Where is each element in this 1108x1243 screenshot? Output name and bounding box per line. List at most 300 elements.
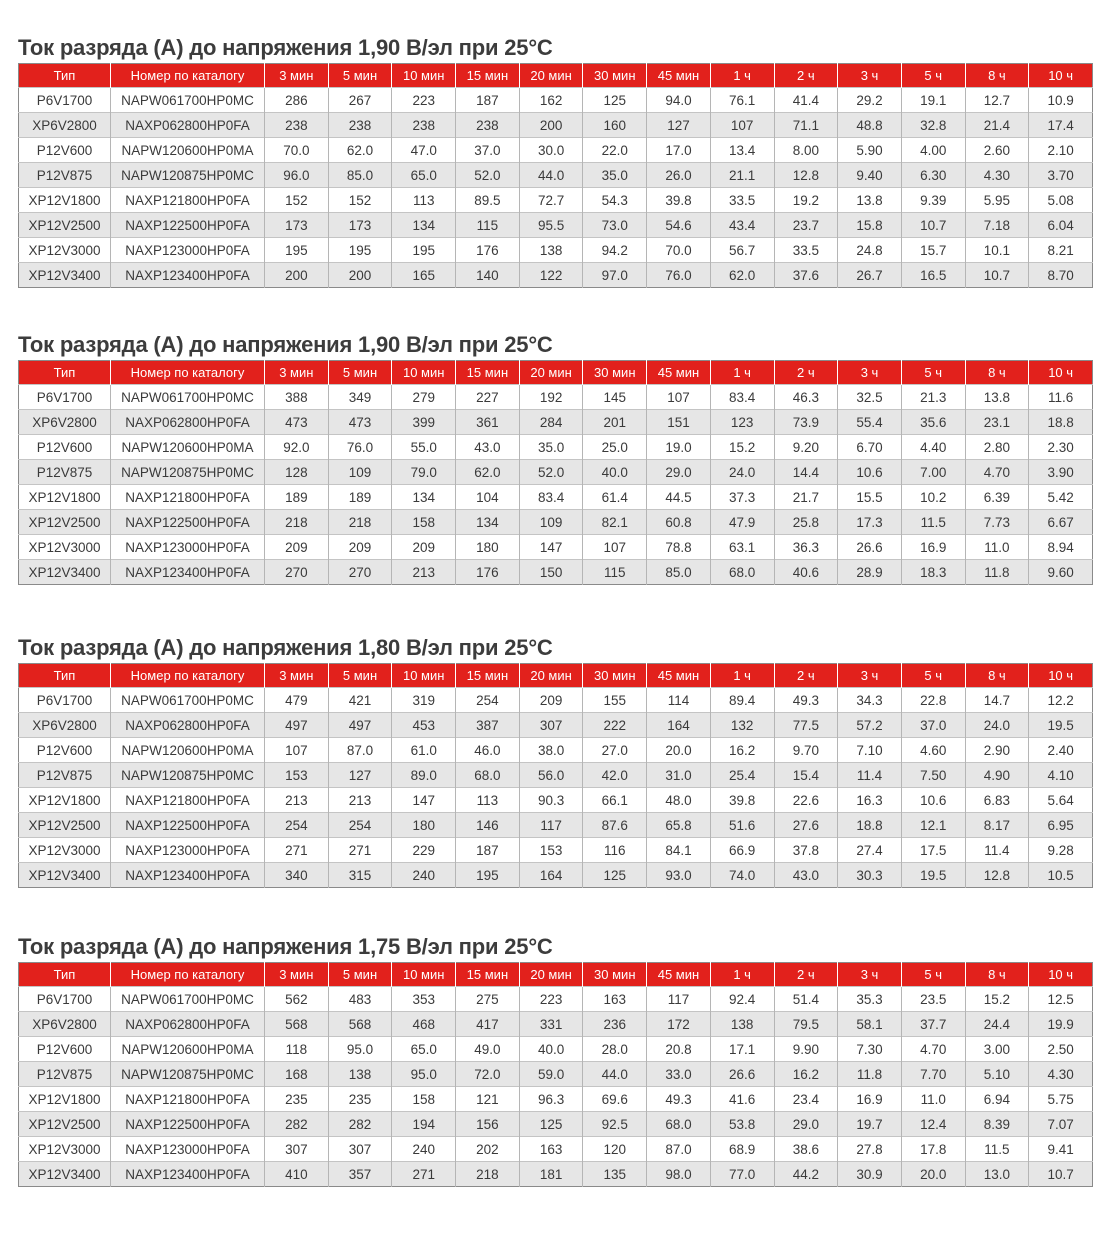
column-header: 5 мин [328,664,392,688]
current-value-cell: 399 [392,410,456,435]
type-cell: P12V600 [19,1037,111,1062]
current-value-cell: 3.00 [965,1037,1029,1062]
current-value-cell: 82.1 [583,510,647,535]
current-value-cell: 5.64 [1029,788,1093,813]
catalog-number-cell: NAXP122500HP0FA [111,813,265,838]
current-value-cell: 71.1 [774,113,838,138]
current-value-cell: 15.7 [901,238,965,263]
current-value-cell: 26.7 [838,263,902,288]
current-value-cell: 109 [519,510,583,535]
current-value-cell: 97.0 [583,263,647,288]
current-value-cell: 6.04 [1029,213,1093,238]
current-value-cell: 31.0 [647,763,711,788]
column-header: 1 ч [710,963,774,987]
current-value-cell: 12.1 [901,813,965,838]
current-value-cell: 213 [265,788,329,813]
current-value-cell: 14.7 [965,688,1029,713]
table-row [19,1087,1093,1112]
section-title: Ток разряда (А) до напряжения 1,75 В/эл при 25°С [18,934,553,959]
column-header: 30 мин [583,664,647,688]
column-header: 10 ч [1029,664,1093,688]
current-value-cell: 5.42 [1029,485,1093,510]
current-value-cell: 26.6 [838,535,902,560]
current-value-cell: 40.0 [583,460,647,485]
current-value-cell: 83.4 [519,485,583,510]
current-value-cell: 113 [456,788,520,813]
current-value-cell: 4.10 [1029,763,1093,788]
current-value-cell: 134 [456,510,520,535]
column-header: 15 мин [456,963,520,987]
current-value-cell: 200 [328,263,392,288]
current-value-cell: 138 [519,238,583,263]
current-value-cell: 6.70 [838,435,902,460]
table-row [19,510,1093,535]
current-value-cell: 29.0 [774,1112,838,1137]
column-header: 5 ч [901,64,965,88]
table-row [19,813,1093,838]
current-value-cell: 48.0 [647,788,711,813]
current-value-cell: 349 [328,385,392,410]
current-value-cell: 89.5 [456,188,520,213]
current-value-cell: 32.8 [901,113,965,138]
table-row [19,838,1093,863]
current-value-cell: 10.2 [901,485,965,510]
current-value-cell: 52.0 [456,163,520,188]
current-value-cell: 23.1 [965,410,1029,435]
catalog-number-cell: NAPW061700HP0MC [111,88,265,113]
current-value-cell: 116 [583,838,647,863]
current-value-cell: 20.8 [647,1037,711,1062]
current-value-cell: 24.0 [965,713,1029,738]
current-value-cell: 162 [519,88,583,113]
current-value-cell: 55.0 [392,435,456,460]
table-header-row [19,664,1093,688]
table-header-row [19,64,1093,88]
current-value-cell: 35.0 [519,435,583,460]
current-value-cell: 36.3 [774,535,838,560]
current-value-cell: 4.90 [965,763,1029,788]
current-value-cell: 16.3 [838,788,902,813]
current-value-cell: 13.8 [965,385,1029,410]
current-value-cell: 83.4 [710,385,774,410]
current-value-cell: 43.0 [456,435,520,460]
column-header: Номер по каталогу [111,664,265,688]
current-value-cell: 8.94 [1029,535,1093,560]
current-value-cell: 223 [392,88,456,113]
current-value-cell: 8.70 [1029,263,1093,288]
current-value-cell: 254 [456,688,520,713]
current-value-cell: 43.4 [710,213,774,238]
column-header: 10 мин [392,664,456,688]
current-value-cell: 14.4 [774,460,838,485]
current-value-cell: 218 [456,1162,520,1187]
current-value-cell: 17.8 [901,1137,965,1162]
current-value-cell: 84.1 [647,838,711,863]
current-value-cell: 410 [265,1162,329,1187]
current-value-cell: 209 [392,535,456,560]
current-value-cell: 5.08 [1029,188,1093,213]
column-header: 3 мин [265,963,329,987]
current-value-cell: 181 [519,1162,583,1187]
section-title: Ток разряда (А) до напряжения 1,80 В/эл при 25°С [18,635,553,660]
current-value-cell: 164 [647,713,711,738]
current-value-cell: 34.3 [838,688,902,713]
current-value-cell: 6.83 [965,788,1029,813]
current-value-cell: 107 [647,385,711,410]
current-value-cell: 254 [328,813,392,838]
column-header: 15 мин [456,361,520,385]
current-value-cell: 90.3 [519,788,583,813]
current-value-cell: 85.0 [328,163,392,188]
current-value-cell: 138 [328,1062,392,1087]
current-value-cell: 11.4 [965,838,1029,863]
column-header: 3 ч [838,64,902,88]
current-value-cell: 238 [456,113,520,138]
current-value-cell: 16.2 [710,738,774,763]
catalog-number-cell: NAPW061700HP0MC [111,987,265,1012]
current-value-cell: 38.6 [774,1137,838,1162]
current-value-cell: 387 [456,713,520,738]
current-value-cell: 37.0 [901,713,965,738]
type-cell: XP12V3400 [19,1162,111,1187]
current-value-cell: 8.00 [774,138,838,163]
table-row [19,788,1093,813]
table-row [19,1112,1093,1137]
column-header: 8 ч [965,963,1029,987]
current-value-cell: 16.5 [901,263,965,288]
current-value-cell: 134 [392,213,456,238]
current-value-cell: 28.0 [583,1037,647,1062]
table-row [19,863,1093,888]
current-value-cell: 11.8 [965,560,1029,585]
current-value-cell: 122 [519,263,583,288]
catalog-number-cell: NAXP121800HP0FA [111,188,265,213]
current-value-cell: 104 [456,485,520,510]
current-value-cell: 98.0 [647,1162,711,1187]
catalog-number-cell: NAXP062800HP0FA [111,410,265,435]
current-value-cell: 4.70 [901,1037,965,1062]
current-value-cell: 176 [456,560,520,585]
current-value-cell: 79.0 [392,460,456,485]
current-value-cell: 9.40 [838,163,902,188]
current-value-cell: 173 [265,213,329,238]
current-value-cell: 22.8 [901,688,965,713]
current-value-cell: 307 [265,1137,329,1162]
current-value-cell: 24.0 [710,460,774,485]
current-value-cell: 35.0 [583,163,647,188]
current-value-cell: 568 [265,1012,329,1037]
current-value-cell: 271 [265,838,329,863]
current-value-cell: 7.00 [901,460,965,485]
current-value-cell: 10.6 [838,460,902,485]
column-header: 2 ч [774,664,838,688]
current-value-cell: 87.6 [583,813,647,838]
current-value-cell: 44.0 [583,1062,647,1087]
current-value-cell: 9.41 [1029,1137,1093,1162]
current-value-cell: 147 [392,788,456,813]
current-value-cell: 23.7 [774,213,838,238]
discharge-table [18,663,1093,888]
table-row [19,138,1093,163]
column-header: 5 мин [328,361,392,385]
current-value-cell: 68.0 [710,560,774,585]
current-value-cell: 66.9 [710,838,774,863]
column-header: 1 ч [710,64,774,88]
current-value-cell: 77.0 [710,1162,774,1187]
current-value-cell: 17.4 [1029,113,1093,138]
current-value-cell: 7.30 [838,1037,902,1062]
column-header: 5 мин [328,963,392,987]
current-value-cell: 163 [583,987,647,1012]
current-value-cell: 284 [519,410,583,435]
current-value-cell: 37.0 [456,138,520,163]
type-cell: XP6V2800 [19,113,111,138]
table-row [19,410,1093,435]
current-value-cell: 114 [647,688,711,713]
current-value-cell: 229 [392,838,456,863]
current-value-cell: 28.9 [838,560,902,585]
current-value-cell: 21.1 [710,163,774,188]
type-cell: XP12V1800 [19,788,111,813]
current-value-cell: 118 [265,1037,329,1062]
current-value-cell: 156 [456,1112,520,1137]
type-cell: XP12V3400 [19,263,111,288]
current-value-cell: 37.8 [774,838,838,863]
current-value-cell: 13.0 [965,1162,1029,1187]
type-cell: XP12V2500 [19,813,111,838]
current-value-cell: 12.5 [1029,987,1093,1012]
section-title: Ток разряда (А) до напряжения 1,90 В/эл при 25°С [18,332,553,357]
current-value-cell: 353 [392,987,456,1012]
column-header: 20 мин [519,963,583,987]
catalog-number-cell: NAXP123400HP0FA [111,560,265,585]
type-cell: P12V875 [19,1062,111,1087]
column-header: Тип [19,361,111,385]
type-cell: P12V600 [19,738,111,763]
current-value-cell: 26.0 [647,163,711,188]
current-value-cell: 158 [392,1087,456,1112]
current-value-cell: 46.3 [774,385,838,410]
current-value-cell: 568 [328,1012,392,1037]
current-value-cell: 9.39 [901,188,965,213]
current-value-cell: 72.0 [456,1062,520,1087]
current-value-cell: 66.1 [583,788,647,813]
current-value-cell: 44.0 [519,163,583,188]
current-value-cell: 25.8 [774,510,838,535]
current-value-cell: 37.7 [901,1012,965,1037]
current-value-cell: 11.0 [965,535,1029,560]
current-value-cell: 8.17 [965,813,1029,838]
type-cell: XP12V1800 [19,485,111,510]
type-cell: P12V600 [19,435,111,460]
current-value-cell: 20.0 [901,1162,965,1187]
current-value-cell: 152 [265,188,329,213]
current-value-cell: 194 [392,1112,456,1137]
current-value-cell: 107 [710,113,774,138]
current-value-cell: 73.0 [583,213,647,238]
current-value-cell: 235 [265,1087,329,1112]
current-value-cell: 79.5 [774,1012,838,1037]
current-value-cell: 47.9 [710,510,774,535]
current-value-cell: 5.90 [838,138,902,163]
catalog-number-cell: NAXP062800HP0FA [111,713,265,738]
current-value-cell: 107 [583,535,647,560]
current-value-cell: 134 [392,485,456,510]
catalog-number-cell: NAXP122500HP0FA [111,213,265,238]
type-cell: XP6V2800 [19,713,111,738]
current-value-cell: 11.6 [1029,385,1093,410]
current-value-cell: 49.0 [456,1037,520,1062]
column-header: 15 мин [456,664,520,688]
current-value-cell: 15.4 [774,763,838,788]
table-row [19,1162,1093,1187]
current-value-cell: 65.0 [392,1037,456,1062]
current-value-cell: 2.60 [965,138,1029,163]
current-value-cell: 282 [265,1112,329,1137]
current-value-cell: 41.6 [710,1087,774,1112]
column-header: Тип [19,64,111,88]
current-value-cell: 15.2 [965,987,1029,1012]
table-row [19,713,1093,738]
column-header: 30 мин [583,64,647,88]
column-header: 30 мин [583,361,647,385]
column-header: 10 ч [1029,963,1093,987]
current-value-cell: 72.7 [519,188,583,213]
current-value-cell: 267 [328,88,392,113]
current-value-cell: 51.6 [710,813,774,838]
current-value-cell: 42.0 [583,763,647,788]
current-value-cell: 195 [265,238,329,263]
current-value-cell: 128 [265,460,329,485]
current-value-cell: 41.4 [774,88,838,113]
column-header: 45 мин [647,664,711,688]
current-value-cell: 44.2 [774,1162,838,1187]
current-value-cell: 2.90 [965,738,1029,763]
table-row [19,1012,1093,1037]
current-value-cell: 3.90 [1029,460,1093,485]
current-value-cell: 10.7 [965,263,1029,288]
column-header: Номер по каталогу [111,64,265,88]
current-value-cell: 307 [519,713,583,738]
current-value-cell: 26.6 [710,1062,774,1087]
current-value-cell: 152 [328,188,392,213]
current-value-cell: 27.8 [838,1137,902,1162]
current-value-cell: 70.0 [647,238,711,263]
table-row [19,1137,1093,1162]
current-value-cell: 121 [456,1087,520,1112]
current-value-cell: 46.0 [456,738,520,763]
current-value-cell: 9.28 [1029,838,1093,863]
current-value-cell: 286 [265,88,329,113]
current-value-cell: 5.75 [1029,1087,1093,1112]
current-value-cell: 282 [328,1112,392,1137]
current-value-cell: 38.0 [519,738,583,763]
table-row [19,113,1093,138]
current-value-cell: 93.0 [647,863,711,888]
current-value-cell: 120 [583,1137,647,1162]
discharge-table [18,63,1093,288]
current-value-cell: 70.0 [265,138,329,163]
current-value-cell: 78.8 [647,535,711,560]
current-value-cell: 9.60 [1029,560,1093,585]
catalog-number-cell: NAXP123000HP0FA [111,838,265,863]
catalog-number-cell: NAXP123000HP0FA [111,1137,265,1162]
current-value-cell: 357 [328,1162,392,1187]
current-value-cell: 57.2 [838,713,902,738]
current-value-cell: 10.9 [1029,88,1093,113]
current-value-cell: 65.0 [392,163,456,188]
table-row [19,1062,1093,1087]
current-value-cell: 30.0 [519,138,583,163]
current-value-cell: 23.4 [774,1087,838,1112]
type-cell: XP12V2500 [19,510,111,535]
current-value-cell: 240 [392,863,456,888]
current-value-cell: 89.4 [710,688,774,713]
current-value-cell: 19.0 [647,435,711,460]
catalog-number-cell: NAPW120600HP0MA [111,1037,265,1062]
current-value-cell: 417 [456,1012,520,1037]
current-value-cell: 94.2 [583,238,647,263]
current-value-cell: 7.10 [838,738,902,763]
current-value-cell: 361 [456,410,520,435]
column-header: 10 мин [392,361,456,385]
current-value-cell: 65.8 [647,813,711,838]
current-value-cell: 6.30 [901,163,965,188]
current-value-cell: 10.5 [1029,863,1093,888]
catalog-number-cell: NAPW120875HP0MC [111,763,265,788]
current-value-cell: 15.2 [710,435,774,460]
column-header: 3 мин [265,361,329,385]
current-value-cell: 7.07 [1029,1112,1093,1137]
type-cell: P12V875 [19,163,111,188]
current-value-cell: 4.60 [901,738,965,763]
type-cell: XP12V3000 [19,1137,111,1162]
current-value-cell: 5.95 [965,188,1029,213]
current-value-cell: 12.4 [901,1112,965,1137]
current-value-cell: 340 [265,863,329,888]
current-value-cell: 192 [519,385,583,410]
current-value-cell: 160 [583,113,647,138]
current-value-cell: 125 [583,863,647,888]
current-value-cell: 2.80 [965,435,1029,460]
current-value-cell: 40.0 [519,1037,583,1062]
current-value-cell: 47.0 [392,138,456,163]
current-value-cell: 201 [583,410,647,435]
current-value-cell: 117 [647,987,711,1012]
current-value-cell: 13.8 [838,188,902,213]
current-value-cell: 87.0 [328,738,392,763]
current-value-cell: 25.4 [710,763,774,788]
table-row [19,535,1093,560]
current-value-cell: 35.6 [901,410,965,435]
current-value-cell: 11.8 [838,1062,902,1087]
current-value-cell: 11.4 [838,763,902,788]
current-value-cell: 125 [519,1112,583,1137]
current-value-cell: 12.8 [965,863,1029,888]
type-cell: XP12V3000 [19,838,111,863]
current-value-cell: 140 [456,263,520,288]
catalog-number-cell: NAXP122500HP0FA [111,510,265,535]
current-value-cell: 319 [392,688,456,713]
catalog-number-cell: NAPW120875HP0MC [111,1062,265,1087]
current-value-cell: 9.90 [774,1037,838,1062]
current-value-cell: 218 [328,510,392,535]
type-cell: XP6V2800 [19,1012,111,1037]
current-value-cell: 54.6 [647,213,711,238]
current-value-cell: 27.4 [838,838,902,863]
discharge-section-3 [18,633,1093,888]
type-cell: XP12V1800 [19,188,111,213]
